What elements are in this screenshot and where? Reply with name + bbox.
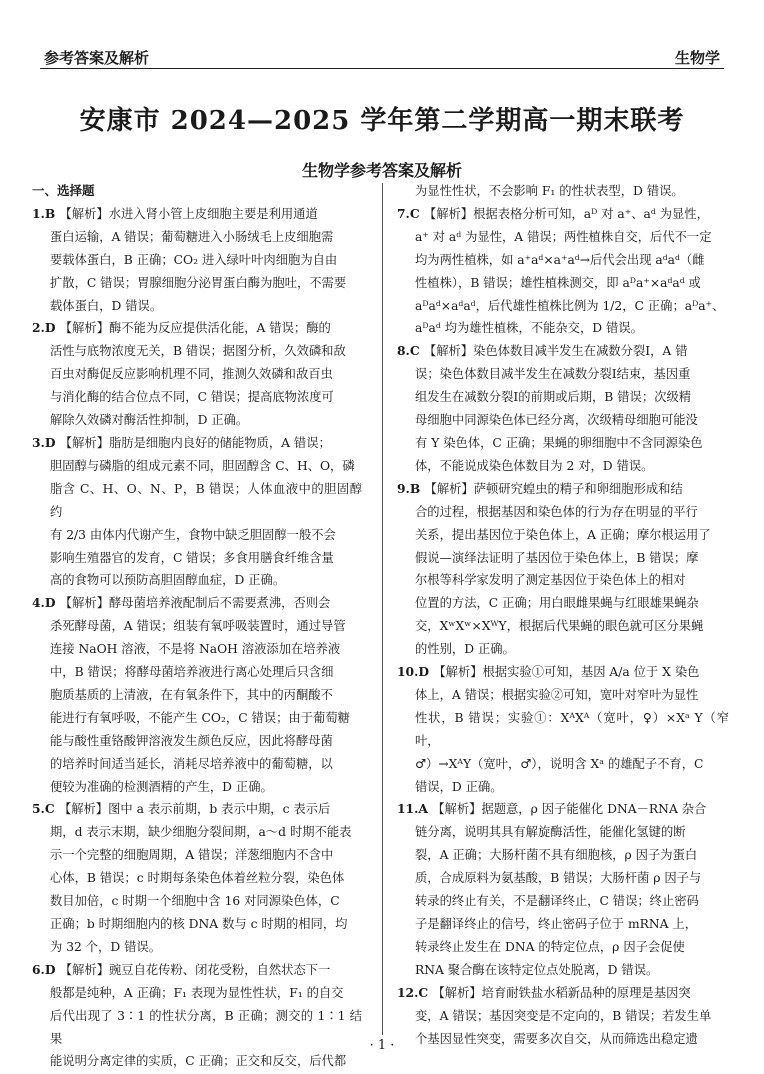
answer-continuation-line: 为显性性状，不会影响 F₁ 的性状表型，D 错误。 xyxy=(415,184,684,198)
answer-first-line xyxy=(397,798,729,821)
right-column xyxy=(397,180,729,1050)
answer-first-line xyxy=(397,203,729,226)
answer-number: 10.D xyxy=(397,664,434,680)
answer-continuation-line: 组发生在减数分裂Ⅰ的前期或后期，B 错误；次级精 xyxy=(415,390,692,405)
answer-item xyxy=(32,432,362,592)
answer-continuation-line: 影响生殖器官的发育，C 错误；多食用膳食纤维含量 xyxy=(50,550,334,565)
answer-continuation-line: 链分离，说明其具有解旋酶活性，能催化氢键的断 xyxy=(415,825,686,840)
answer-continuation-line: 尔根等科学家发明了测定基因位于染色体上的相对 xyxy=(415,573,686,588)
answer-continuation-line: 胆固醇与磷脂的组成元素不同，胆固醇含 C、H、O，磷 xyxy=(50,458,355,473)
document-title: 安康市 2024—2025 学年第二学期高一期末联考 xyxy=(79,106,685,136)
answer-continuation-line: 性植株），B 错误；雄性植株测交，即 aᴰa⁺×aᵈaᵈ 或 xyxy=(415,275,701,290)
answer-continuation-line: 扩散，C 错误；胃腺细胞分泌胃蛋白酶为胞吐，不需要 xyxy=(50,275,347,290)
answer-number: 1.B xyxy=(32,205,60,221)
answer-item xyxy=(397,203,729,340)
answer-continuation-line: 误；染色体数目减半发生在减数分裂Ⅰ结束，基因重 xyxy=(415,367,691,382)
answer-continuation-line: 位置的方法，C 正确；用白眼雌果蝇与红眼雄果蝇杂 xyxy=(415,596,699,611)
answer-continuation-line: 性状，B 错误；实验①：XᴬXᴬ（宽叶，♀）×Xᵃ Y（窄叶， xyxy=(415,710,729,748)
answer-continuation-line: 脂含 C、H、O、N、P，B 错误；人体血液中的胆固醇约 xyxy=(50,481,362,519)
answer-item xyxy=(397,180,729,203)
section-heading: 一、选择题 xyxy=(32,183,95,198)
answer-text: 【解析】根据实验①可知，基因 A/a 位于 X 染色 xyxy=(433,665,700,680)
answer-continuation-line: 母细胞中同源染色体已经分离，次级精母细胞可能没 xyxy=(415,413,698,428)
right-answer-list xyxy=(397,180,729,1050)
answer-continuation-line: 个基因显性突变，需要多次自交，从而筛选出稳定遗 xyxy=(415,1031,698,1046)
answer-continuation-line: 有 2/3 由体内代谢产生，食物中缺乏胆固醇一般不会 xyxy=(50,527,336,542)
header-left-label: 参考答案及解析 xyxy=(44,49,150,67)
answer-text: 【解析】酶不能为反应提供活化能，A 错误；酶的 xyxy=(59,321,331,336)
answer-continuation-line: a⁺ 对 aᵈ 为显性，A 错误；两性植株自交，后代不一定 xyxy=(415,229,712,244)
answer-number: 8.C xyxy=(397,343,424,359)
answer-text: 【解析】脂肪是细胞内良好的储能物质，A 错误； xyxy=(59,435,331,450)
answer-item xyxy=(397,661,729,798)
answer-item xyxy=(32,592,362,798)
answer-continuation-line: 关系，提出基因位于染色体上，A 正确；摩尔根运用了 xyxy=(415,527,711,542)
left-answer-list xyxy=(32,203,362,1073)
answer-first-line xyxy=(32,317,362,340)
answer-item xyxy=(397,798,729,981)
answer-continuation-line: 百虫对酶促反应影响机理不同，推测久效磷和敌百虫 xyxy=(50,367,333,382)
answer-continuation-line: 后代出现了 3∶1 的性状分离，B 正确；测交的 1∶1 结果 xyxy=(50,1008,362,1046)
header-subject-label: 生物学 xyxy=(674,49,720,67)
document-subtitle: 生物学参考答案及解析 xyxy=(301,161,462,180)
answer-number: 6.D xyxy=(32,961,60,977)
answer-item xyxy=(397,340,729,477)
answer-first-line xyxy=(32,203,362,226)
answer-continuation-line: 解除久效磷对酶活性抑制，D 正确。 xyxy=(50,413,249,428)
answer-first-line xyxy=(397,478,729,501)
left-column xyxy=(32,180,362,1073)
answer-number: 4.D xyxy=(32,595,60,611)
answer-number: 12.C xyxy=(397,984,433,1000)
answer-continuation-line: 能进行有氧呼吸，不能产生 CO₂，C 错误；由于葡萄糖 xyxy=(50,710,350,725)
answer-continuation-line: 能说明分离定律的实质，C 正确；正交和反交，后代都 xyxy=(50,1054,347,1069)
column-divider xyxy=(382,183,383,1035)
answer-first-line xyxy=(32,798,362,821)
answer-text: 【解析】豌豆自花传粉、闭花受粉，自然状态下一 xyxy=(59,962,331,977)
answer-number: 2.D xyxy=(32,320,60,336)
answer-item xyxy=(32,317,362,432)
answer-first-line xyxy=(397,982,729,1005)
answer-text: 【解析】水进入肾小管上皮细胞主要是利用通道 xyxy=(59,206,318,221)
answer-continuation-line: aᴰaᵈ×aᵈaᵈ，后代雄性植株比例为 1/2，C 正确；aᴰa⁺、 xyxy=(415,298,725,313)
answer-continuation-line: 均为两性植株，如 a⁺aᵈ×a⁺aᵈ→后代会出现 aᵈaᵈ（雌 xyxy=(415,252,705,267)
answer-text: 【解析】据题意，ρ 因子能催化 DNA－RNA 杂合 xyxy=(432,802,707,817)
answer-first-line xyxy=(32,592,362,615)
answer-text: 【解析】萨顿研究蝗虫的精子和卵细胞形成和结 xyxy=(424,481,683,496)
answer-continuation-line: 心体，B 错误；c 时期每条染色体着丝粒分裂，染色体 xyxy=(50,871,345,886)
answer-first-line xyxy=(397,661,729,684)
answer-continuation-line: 子是翻译终止的信号，终止密码子位于 mRNA 上， xyxy=(415,917,698,931)
answer-continuation-line: 活性与底物浓度无关，B 错误；据图分析，久效磷和敌 xyxy=(50,344,346,359)
answer-continuation-line: 体上，A 错误；根据实验②可知，宽叶对窄叶为显性 xyxy=(415,687,699,702)
answer-item xyxy=(32,203,362,318)
answer-text: 【解析】根据表格分析可知，aᴰ 对 a⁺、aᵈ 为显性， xyxy=(423,206,709,221)
answer-continuation-line: aᴰaᵈ 均为雄性植株，不能杂交，D 错误。 xyxy=(415,321,643,336)
answer-first-line xyxy=(397,340,729,363)
answer-text: 【解析】培育耐铁盐水稻新品种的原理是基因突 xyxy=(432,985,691,1000)
answer-continuation-line: 的性别，D 正确。 xyxy=(415,642,515,657)
answer-item xyxy=(32,959,362,1074)
answer-continuation-line: ♂）→XᴬY（宽叶，♂），说明含 Xᵃ 的雄配子不育，C xyxy=(415,756,704,771)
answer-continuation-line: 载体蛋白，D 错误。 xyxy=(50,298,163,313)
answer-number: 11.A xyxy=(397,801,433,817)
answer-continuation-line: 胞质基质的上清液，在有氧条件下，其中的丙酮酸不 xyxy=(50,687,333,702)
page-header xyxy=(40,44,724,69)
answer-continuation-line: 有 Y 染色体，C 正确；果蝇的卵细胞中不含同源染色 xyxy=(415,435,703,450)
answer-continuation-line: 与消化酶的结合位点不同，C 错误；提高底物浓度可 xyxy=(50,390,334,405)
answer-continuation-line: 裂，A 正确；大肠杆菌不具有细胞核，ρ 因子为蛋白 xyxy=(415,848,698,863)
answer-continuation-line: 合的过程，根据基因和染色体的行为存在明显的平行 xyxy=(415,504,698,519)
answer-continuation-line: 体，不能说成染色体数目为 2 对，D 错误。 xyxy=(415,458,654,473)
answer-continuation-line: 中，B 错误；将酵母菌培养液进行离心处理后只含细 xyxy=(50,665,334,680)
answer-text: 【解析】酵母菌培养液配制后不需要煮沸，否则会 xyxy=(59,596,331,611)
answer-first-line xyxy=(32,959,362,982)
answer-continuation-line: 杀死酵母菌，A 错误；组装有氧呼吸装置时，通过导管 xyxy=(50,619,346,634)
answer-continuation-line: 高的食物可以预防高胆固醇血症，D 正确。 xyxy=(50,573,286,588)
answer-text: 【解析】染色体数目减半发生在减数分裂Ⅰ，A 错 xyxy=(423,344,688,359)
answer-continuation-line: 错误，D 正确。 xyxy=(415,779,503,794)
answer-continuation-line: 示一个完整的细胞周期，A 错误；洋葱细胞内不含中 xyxy=(50,848,334,863)
page-number: · 1 · xyxy=(369,1038,395,1053)
answer-number: 3.D xyxy=(32,434,60,450)
answer-number: 7.C xyxy=(397,205,424,221)
answer-continuation-line: 连接 NaOH 溶液，不是将 NaOH 溶液添加在培养液 xyxy=(50,642,341,657)
answer-continuation-line: 的培养时间适当延长，消耗尽培养液中的葡萄糖，以 xyxy=(50,756,333,771)
answer-continuation-line: 变，A 错误；基因突变是不定向的，B 错误；若发生单 xyxy=(415,1008,712,1023)
answer-first-line xyxy=(32,432,362,455)
answer-continuation-line: 便较为准确的检测酒精的产生，D 正确。 xyxy=(50,779,273,794)
answer-continuation-line: 能与酸性重铬酸钾溶液发生颜色反应，因此将酵母菌 xyxy=(50,733,333,748)
answer-continuation-line: 要载体蛋白，B 正确；CO₂ 进入绿叶叶肉细胞为自由 xyxy=(50,252,338,267)
answer-item xyxy=(32,798,362,958)
answer-text: 【解析】图中 a 表示前期，b 表示中期，c 表示后 xyxy=(58,802,331,817)
answer-continuation-line: 数目加倍，c 时期一个细胞中含 16 对同源染色体，C xyxy=(50,894,340,909)
answer-continuation-line: 般都是纯种，A 正确；F₁ 表现为显性性状，F₁ 的自交 xyxy=(50,985,344,1000)
answer-continuation-line: 为 32 个，D 错误。 xyxy=(50,939,162,954)
answer-continuation-line: 假说—演绎法证明了基因位于染色体上，B 错误；摩 xyxy=(415,550,699,565)
answer-number: 5.C xyxy=(32,801,59,817)
answer-continuation-line: 期，d 表示末期，缺少细胞分裂间期，a～d 时期不能表 xyxy=(50,825,352,840)
answer-continuation-line: 转录的终止有关，不是翻译终止，C 错误；终止密码 xyxy=(415,894,699,909)
answer-continuation-line: 蛋白运输，A 错误；葡萄糖进入小肠绒毛上皮细胞需 xyxy=(50,229,334,244)
answer-continuation-line: 正确；b 时期细胞内的核 DNA 数与 c 时期的相同，均 xyxy=(50,917,348,931)
answer-item xyxy=(397,478,729,661)
answer-continuation-line: 质，合成原料为氨基酸，B 错误；大肠杆菌 ρ 因子与 xyxy=(415,871,702,886)
answer-number: 9.B xyxy=(397,480,425,496)
answer-continuation-line: 转录终止发生在 DNA 的特定位点，ρ 因子会促使 xyxy=(415,939,685,954)
answer-continuation-line: 交，XʷXʷ×XᵂY，根据后代果蝇的眼色就可区分果蝇 xyxy=(415,619,704,634)
answer-continuation-line: RNA 聚合酶在该特定位点处脱离，D 错误。 xyxy=(415,962,659,977)
